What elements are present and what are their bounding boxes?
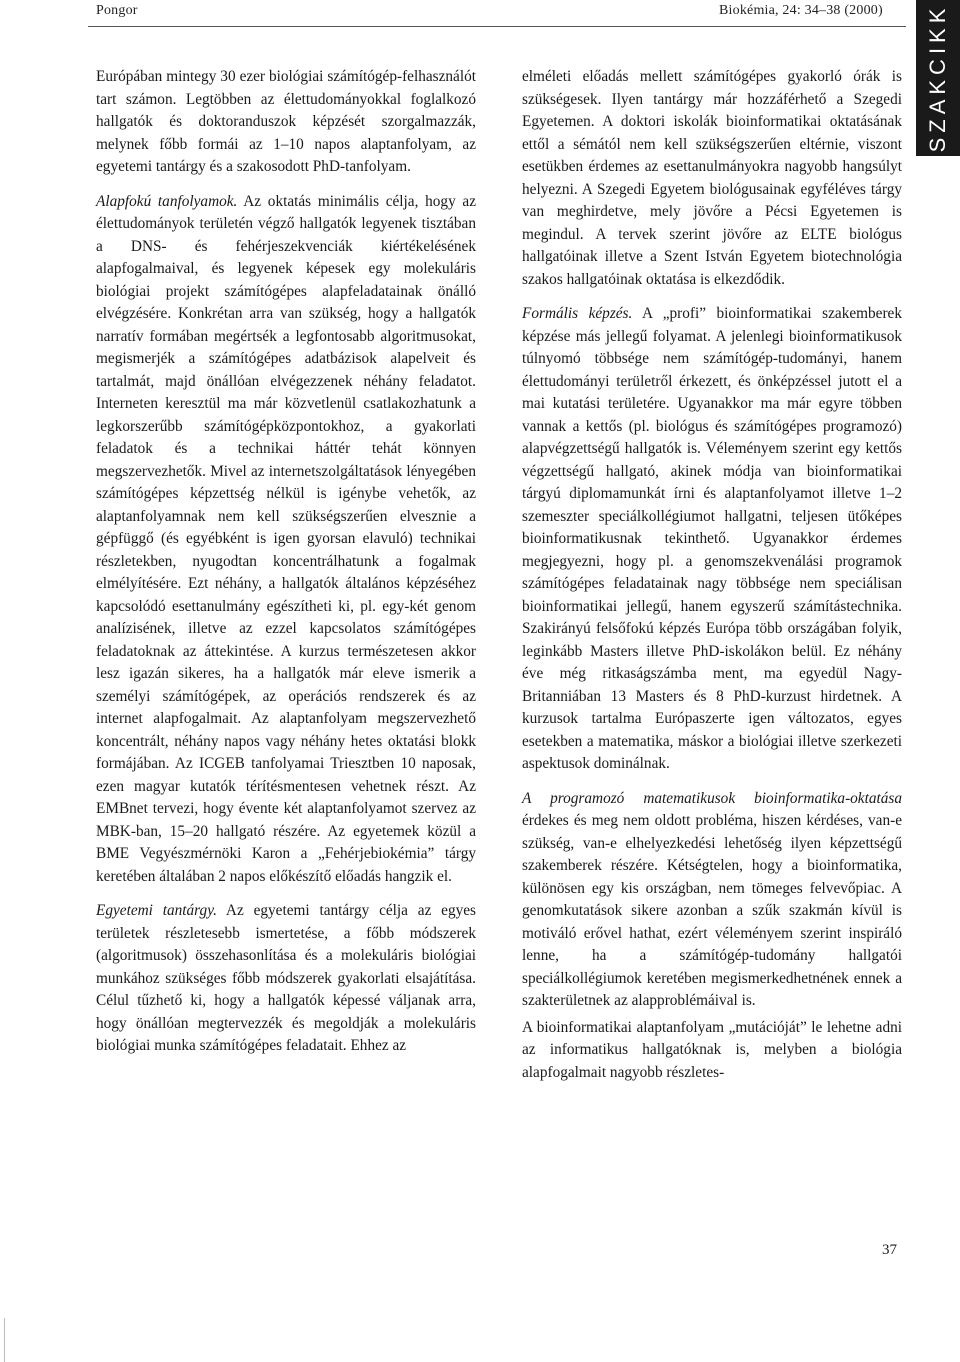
running-head-journal: Biokémia, 24: 34–38 (2000): [719, 3, 883, 18]
paragraph-lead: Formális képzés.: [522, 305, 633, 322]
margin-mark: [4, 1318, 5, 1362]
paragraph: [522, 303, 902, 776]
header-rule: [88, 26, 906, 27]
paragraph-text: A „profi” bioinformatikai szakemberek képzése más jellegű folyamat. A jelenlegi bioinformatikusok túlnyomó többsége nem számítógép-tudományi, hanem élettudományi területről érkezett, és önképzéssel jutott el a mai kutatási területére. Ugyanakkor ma már egyre többen vannak a kettős (pl. biológus és számítógépes programozó) alapvégzettségű hallgatók is. Véleményem szerint egy kettős végzettségű hallgató, akinek módja van bioinformatikai tárgyú diplomamunkát írni és alaptanfolyamot illetve 1–2 szemeszter speciálkollégiumot hallgatni, teljesen ütőképes bioinformatikusnak tekinthető. Ugyanakkor érdemes megjegyezni, hogy pl. a genomszekvenálási programok számítógépes feladatainak nagy többsége nem speciálisan bioinformatikai jellegű, hanem egyszerű számítástechnika. Szakirányú felsőfokú képzés Európa több országában folyik, leginkább Masters illetve PhD-iskolákon belül. Ez néhány éve még ritkaságszámba ment, ma egyedül Nagy-Britanniában 13 Masters és 8 PhD-kurzust hirdetnek. A kurzusok tartalma Európaszerte igen változatos, egyes esetekben a matematika, máskor a biológiai illetve szerkezeti aspektusok dominálnak.: [522, 305, 902, 772]
page-number: 37: [882, 1242, 897, 1258]
paragraph: [522, 788, 902, 1013]
paragraph: [522, 1017, 902, 1085]
paragraph-text: Az oktatás minimális célja, hogy az élettudományok területén végző hallgatók legyenek tisztában a DNS- és fehérjeszekvenciák kiértékelésének alapfogalmaival, és legyenek képesek egy molekuláris biológiai projekt számítógépes alapfeladatainak önálló elvégzésére. Konkrétan arra van szükség, hogy a hallgatók narratív formában megértsék a legfontosabb algoritmusokat, megismerjék a számítógépes adatbázisok alapelveit és tartalmát, majd önállóan elvégezzenek néhány feladatot. Interneten keresztül ma már közvetlenül csatlakozhatunk a legkorszerűbb számítógépközpontokhoz, a gyakorlati feladatok és a technikai háttér tehát könnyen megszervezhetők. Mivel az internetszolgáltatások lényegében számítógépes képzettség nélkül is igénybe vehetők, az alaptanfolyamnak nem kell szükségszerűen elvesznie a gépfüggő (és egyébként is igen gyorsan elavuló) technikai részletekben, nyugodtan koncentrálhatunk a fogalmak elmélyítésére. Ezt néhány, a hallgatók általános képzéséhez kapcsolódó esettanulmány egészítheti ki, pl. egy-két genom analízisének, illetve az ezzel kapcsolatos számítógépes feladatoknak az áttekintése. A kurzus természetesen akkor lesz igazán sikeres, ha a hallgatók már eleve ismerik a személyi számítógépek, az operációs rendszerek és az internet alapfogalmait. Az alaptanfolyam megszervezhető koncentrált, néhány napos vagy néhány hetes oktatási blokk formájában. Az ICGEB tanfolyamai Triesztben 10 naposak, ezen magyar kutatók térítésmentesen vehetnek részt. Az EMBnet tervezi, hogy évente két alaptanfolyamot szervez az MBK-ban, 15–20 hallgató részére. Az egyetemek közül a BME Vegyészmérnöki Karon a „Fehérjebiokémia” tárgy keretében általában 2 napos előkészítő előadás hangzik el.: [96, 192, 476, 885]
paragraph: [522, 66, 902, 291]
paragraph-text: Az egyetemi tantárgy célja az egyes területek részletesebb ismertetése, a főbb módszerek (algoritmusok) összehasonlítása és a molekuláris biológiai munkához szükséges főbb módszerek gyakorlati elsajátítása. Célul tűzhető ki, hogy a hallgatók képessé váljanak arra, hogy önállóan megtervezzék és megoldják a molekuláris biológiai munka számítógépes feladatait. Ehhez az: [96, 902, 476, 1054]
paragraph-lead: Egyetemi tantárgy.: [96, 902, 217, 919]
paragraph-text: érdekes és meg nem oldott probléma, hiszen kérdéses, van-e szükség, van-e elhelyezkedési lehetőség ilyen képzettségű szakemberek részére. Kétségtelen, hogy a bioinformatika, különösen egy kis országban, nem tömeges felvevőpiac. A genomkutatások sikere azonban a szűk szakmán kívül is motiváló erővel hathat, ezért véleményem szerint inspiráló lenne, ha a számítógép-tudomány hallgatói speciálkollégiumok keretében megismerkedhetnének ennek a szakterületnek az alapproblémáival is.: [522, 812, 902, 1009]
paragraph-text: A bioinformatikai alaptanfolyam „mutációját” le lehetne adni az informatikus hallgatóknak is, melyben a biológia alapfogalmait nagyobb részletes-: [522, 1018, 902, 1081]
left-column: [96, 66, 476, 1070]
running-head-author: Pongor: [96, 3, 138, 18]
paragraph-lead: A programozó matematikusok bioinformatika-oktatása: [522, 789, 902, 807]
section-tab: [916, 0, 960, 156]
paragraph: [96, 66, 476, 179]
right-column: [522, 66, 902, 1096]
paragraph-text: elméleti előadás mellett számítógépes gyakorló órák is szükségesek. Ilyen tantárgy már hozzáférhető a Szegedi Egyetemen. A doktori iskolák bioinformatikai oktatásának ettől a sémától nem kell szükségszerűen eltérnie, viszont esetükben érdemes az esettanulmányokra nagyobb hangsúlyt helyezni. A Szegedi Egyetem biológusainak egyféléves tárgy van meghirdetve, mely jövőre a Pécsi Egyetemen is megindul. A tervek szerint jövőre az ELTE biológus hallgatóinak illetve a Szent István Egyetem biotechnológia szakos hallgatóinak oktatása is elkezdődik.: [522, 68, 902, 288]
section-tab-label: SZAKCIKK: [925, 3, 950, 153]
paragraph-text: Európában mintegy 30 ezer biológiai számítógép-felhasználót tart számon. Legtöbben az élettudományokkal foglalkozó hallgatók és doktoranduszok képzését szorgalmazzák, melynek főbb formái az 1–10 napos alaptanfolyam, az egyetemi tantárgy és a szakosodott PhD-tanfolyam.: [96, 68, 476, 175]
paragraph: [96, 191, 476, 889]
paragraph-lead: Alapfokú tanfolyamok.: [96, 192, 238, 210]
paragraph: [96, 900, 476, 1058]
